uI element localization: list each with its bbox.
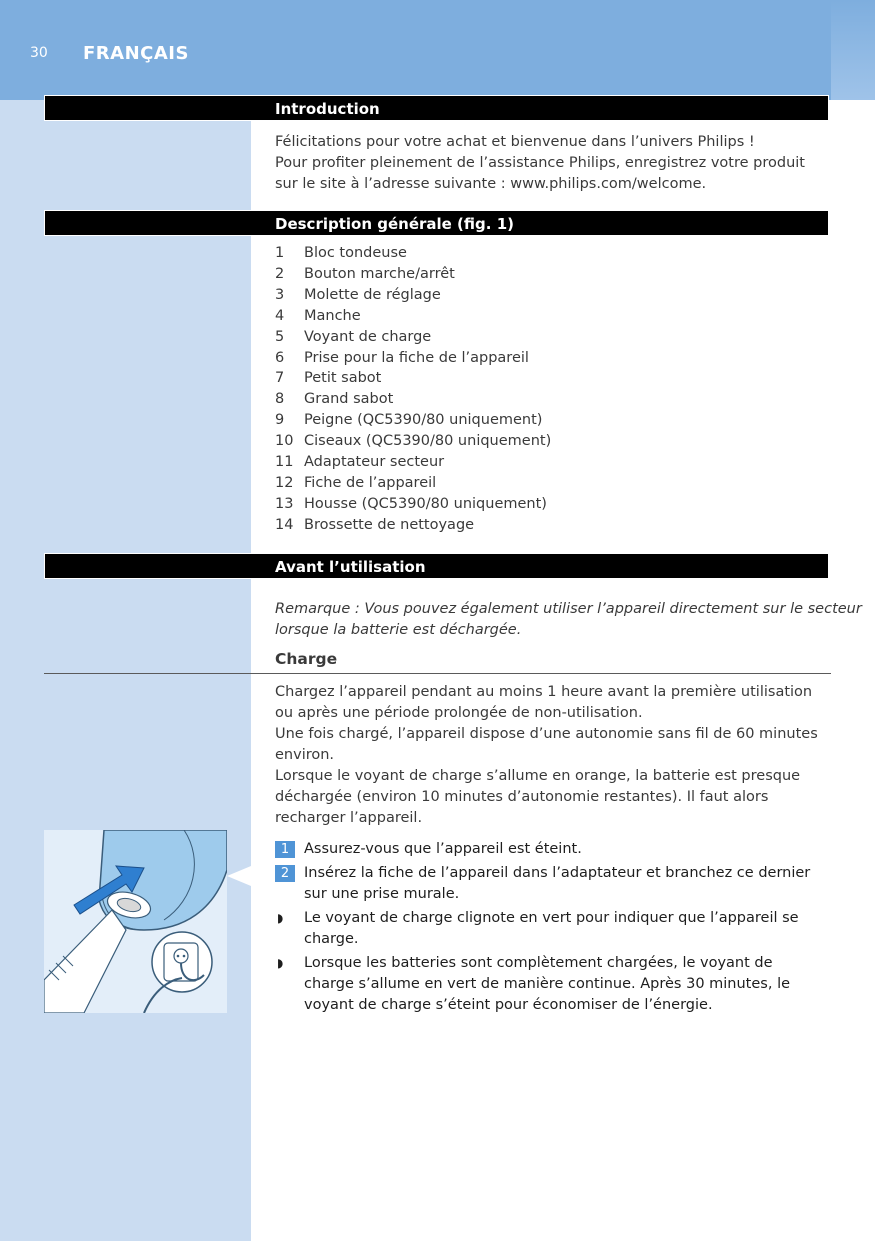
step-text: Insérez la fiche de l’appareil dans l’adaptateur et branchez ce dernier xyxy=(304,865,811,881)
step-text: sur une prise murale. xyxy=(304,886,460,902)
result-text: charge s’allume en vert de manière continue. Après 30 minutes, le xyxy=(304,976,791,992)
section-bar-before-use xyxy=(44,553,829,579)
section-title-introduction: Introduction xyxy=(275,100,380,118)
item-label: Voyant de charge xyxy=(304,328,432,345)
item-number: 4 xyxy=(275,307,285,324)
list-item xyxy=(275,368,551,389)
list-item xyxy=(275,389,551,410)
step-2 xyxy=(275,863,831,905)
list-item xyxy=(275,285,551,306)
result-text: Lorsque les batteries sont complètement chargées, le voyant de xyxy=(304,955,773,971)
divider xyxy=(44,673,831,674)
item-label: Petit sabot xyxy=(304,370,382,387)
result-text: Le voyant de charge clignote en vert pour indiquer que l’appareil se xyxy=(304,910,799,926)
text-line: environ. xyxy=(275,747,335,763)
step-1 xyxy=(275,839,831,860)
result-2 xyxy=(275,953,831,1016)
result-text: charge. xyxy=(304,931,359,947)
illustration-pointer xyxy=(227,866,251,886)
item-number: 7 xyxy=(275,370,285,387)
item-label: Ciseaux (QC5390/80 uniquement) xyxy=(304,433,552,450)
charging-illustration xyxy=(44,830,227,1013)
item-number: 5 xyxy=(275,328,285,345)
charge-text xyxy=(275,682,818,829)
language-title: FRANÇAIS xyxy=(83,43,189,64)
charging-steps xyxy=(275,839,831,1019)
item-label: Housse (QC5390/80 uniquement) xyxy=(304,495,547,512)
item-label: Peigne (QC5390/80 uniquement) xyxy=(304,412,543,429)
item-number: 1 xyxy=(275,245,285,261)
item-label: Molette de réglage xyxy=(304,286,441,303)
text-line: sur le site à l’adresse suivante : www.philips.com/welcome. xyxy=(275,176,707,192)
step-number-badge: 2 xyxy=(275,865,295,882)
list-item xyxy=(275,306,551,327)
page-number: 30 xyxy=(30,45,48,61)
item-number: 13 xyxy=(275,495,294,512)
text-line: Chargez l’appareil pendant au moins 1 heure avant la première utilisation xyxy=(275,684,813,700)
item-number: 14 xyxy=(275,516,294,533)
item-label: Brossette de nettoyage xyxy=(304,516,475,533)
text-line: ou après une période prolongée de non-utilisation. xyxy=(275,705,643,721)
text-line: Lorsque le voyant de charge s’allume en orange, la batterie est presque xyxy=(275,768,801,784)
list-item xyxy=(275,452,551,473)
item-label: Fiche de l’appareil xyxy=(304,474,437,491)
item-number: 11 xyxy=(275,454,294,471)
section-bar-introduction xyxy=(44,95,829,121)
charge-heading: Charge xyxy=(275,650,338,668)
item-label: Adaptateur secteur xyxy=(304,454,445,471)
introduction-text xyxy=(275,132,805,195)
step-text: Assurez-vous que l’appareil est éteint. xyxy=(304,841,582,857)
text-line: Félicitations pour votre achat et bienvenue dans l’univers Philips ! xyxy=(275,134,755,150)
result-bullet-icon: ◗ xyxy=(277,956,284,970)
item-number: 9 xyxy=(275,412,285,429)
text-line: lorsque la batterie est déchargée. xyxy=(275,622,522,638)
list-item xyxy=(275,515,551,536)
item-label: Bouton marche/arrêt xyxy=(304,265,455,282)
note-text xyxy=(275,599,862,641)
item-label: Grand sabot xyxy=(304,391,394,408)
item-label: Manche xyxy=(304,307,361,324)
text-line: déchargée (environ 10 minutes d’autonomie restantes). Il faut alors xyxy=(275,789,769,805)
section-title-before-use: Avant l’utilisation xyxy=(275,558,426,576)
text-line: Une fois chargé, l’appareil dispose d’une autonomie sans fil de 60 minutes xyxy=(275,726,818,742)
section-bar-description xyxy=(44,210,829,236)
item-label: Prise pour la fiche de l’appareil xyxy=(304,349,529,366)
text-line: Pour profiter pleinement de l’assistance Philips, enregistrez votre produit xyxy=(275,155,805,171)
list-item xyxy=(275,431,551,452)
list-item xyxy=(275,494,551,515)
result-1 xyxy=(275,908,831,950)
list-item xyxy=(275,243,551,264)
list-item xyxy=(275,473,551,494)
item-number: 2 xyxy=(275,265,285,282)
list-item xyxy=(275,264,551,285)
list-item xyxy=(275,348,551,369)
item-number: 3 xyxy=(275,286,285,303)
list-item xyxy=(275,327,551,348)
list-item xyxy=(275,410,551,431)
parts-list xyxy=(275,243,551,536)
header-fade xyxy=(831,0,875,100)
section-title-description: Description générale (fig. 1) xyxy=(275,215,514,233)
shaver-charging-drawing xyxy=(44,830,227,1013)
item-number: 12 xyxy=(275,474,294,491)
item-number: 8 xyxy=(275,391,285,408)
item-label: Bloc tondeuse xyxy=(304,245,407,261)
result-text: voyant de charge s’éteint pour économiser de l’énergie. xyxy=(304,997,713,1013)
item-number: 6 xyxy=(275,349,285,366)
step-number-badge: 1 xyxy=(275,841,295,858)
text-line: recharger l’appareil. xyxy=(275,810,423,826)
result-bullet-icon: ◗ xyxy=(277,911,284,925)
text-line: Remarque : Vous pouvez également utiliser l’appareil directement sur le secteur xyxy=(275,601,862,617)
sidebar-column xyxy=(0,100,251,1241)
item-number: 10 xyxy=(275,433,294,450)
